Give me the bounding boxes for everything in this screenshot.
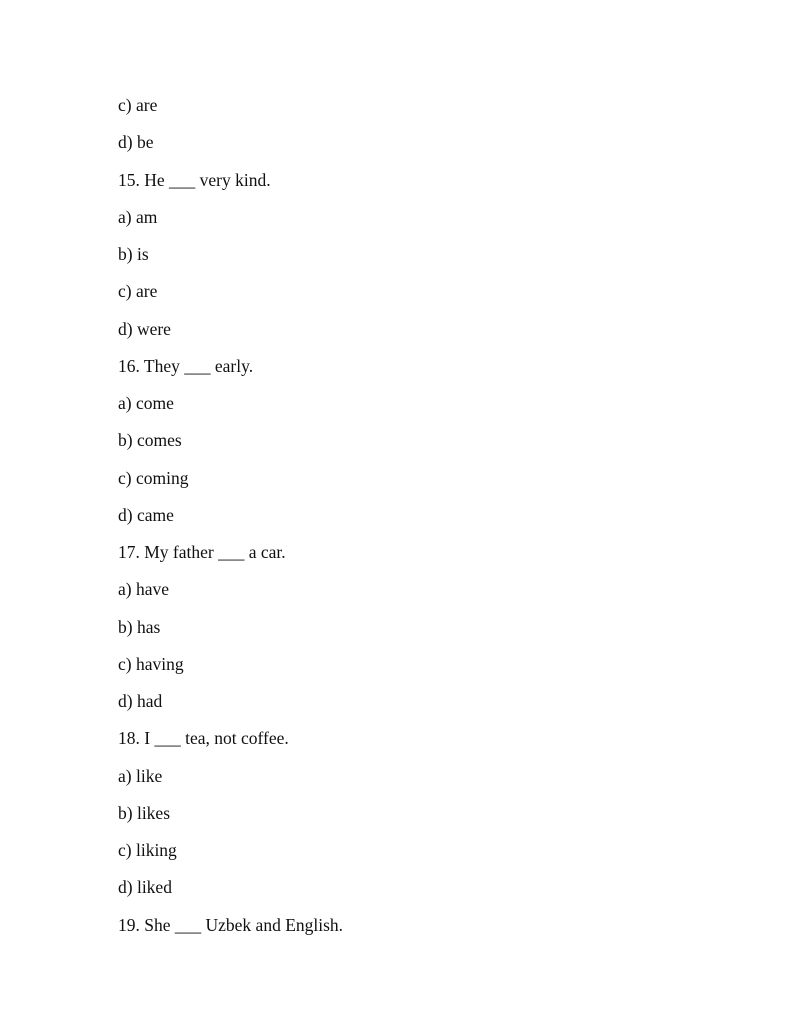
question-19: 19. She ___ Uzbek and English. [118,914,344,935]
answer-option: b) has [118,616,161,637]
quiz-lines [118,94,343,951]
answer-option: d) were [118,318,171,339]
question-17: 17. My father ___ a car. [118,542,286,562]
answer-option: b) comes [118,430,182,451]
answer-option: c) are [118,281,158,302]
answer-option: d) be [118,132,154,153]
answer-option: a) have [118,579,170,600]
answer-option: c) having [118,653,184,674]
answer-option: b) likes [118,802,171,823]
answer-option: c) liking [118,840,177,860]
answer-option: a) am [118,206,158,227]
answer-option: c) are [118,95,158,115]
answer-option: d) came [118,504,174,525]
answer-option: b) is [118,244,149,264]
answer-option: c) coming [118,467,189,488]
answer-option: d) had [118,691,163,711]
question-18: 18. I ___ tea, not coffee. [118,728,289,749]
answer-option: d) liked [118,877,172,898]
answer-option: a) come [118,393,174,413]
answer-option: a) like [118,765,163,786]
question-16: 16. They ___ early. [118,355,254,376]
question-15: 15. He ___ very kind. [118,169,271,190]
